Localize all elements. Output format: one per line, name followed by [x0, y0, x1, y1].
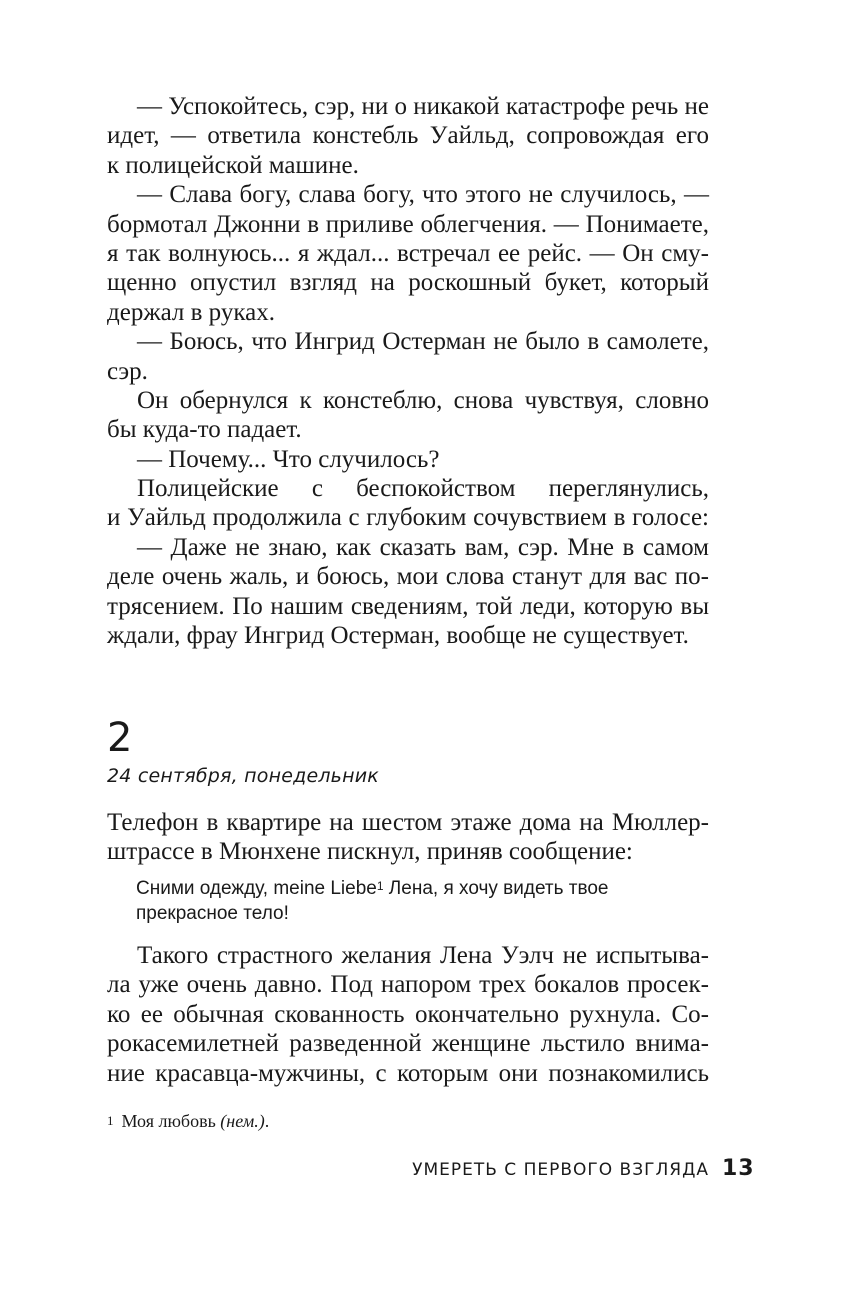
text-line: бы куда-то падает. [107, 416, 302, 444]
text-line: Такого страстного желания Лена Уэлч не испытыва- [137, 942, 709, 969]
chapter-date: 24 сентября, понедельник [107, 765, 379, 787]
text-line: — Боюсь, что Ингрид Остерман не было в самолете, [137, 328, 709, 356]
text-line: ние красавца-мужчины, с которым они познакомились [107, 1059, 709, 1087]
footnote-number: 1 [107, 1113, 114, 1128]
text-line: к полицейской машине. [107, 151, 359, 179]
text-message-part-2: Лена, я хочу видеть твое [383, 878, 609, 899]
text-line: идет, — ответила констебль Уайльд, сопровождая его [107, 122, 709, 150]
text-line: ждали, фрау Ингрид Остерман, вообще не существует. [107, 622, 689, 650]
chapter-number: 2 [107, 715, 133, 761]
text-message-line-2: прекрасное тело! [136, 903, 289, 924]
body-text-section-2 [107, 808, 709, 867]
running-title: УМЕРЕТЬ С ПЕРВОГО ВЗГЛЯДА [412, 1160, 709, 1180]
footnote [107, 1110, 269, 1132]
text-message-line-1 [136, 876, 676, 901]
text-line: держал в руках. [107, 298, 275, 326]
text-line: бормотал Джонни в приливе облегчения. — Понимаете, [107, 210, 709, 238]
text-line: — Успокойтесь, сэр, ни о никакой катастрофе речь не [137, 93, 709, 120]
text-line: Телефон в квартире на шестом этаже дома на Мюллер- [107, 809, 709, 836]
text-line: я так волнуюсь... я ждал... встречал ее рейс. — Он сму- [107, 239, 709, 267]
text-line: и Уайльд продолжила с глубоким сочувствием в голосе: [107, 504, 709, 532]
text-line: Он обернулся к констеблю, снова чувствуя, словно [137, 386, 709, 414]
text-line: рокасемилетней разведенной женщине льстило внима- [107, 1030, 709, 1058]
text-line: Полицейские с беспокойством переглянулись, [137, 475, 709, 503]
text-line: трясением. По нашим сведениям, той леди, которую вы [107, 592, 709, 620]
text-line: штрассе в Мюнхене пискнул, приняв сообщение: [107, 838, 633, 866]
text-line: сэр. [107, 357, 148, 385]
text-line: ла уже очень давно. Под напором трех бокалов просек- [107, 971, 709, 999]
footnote-reference: 1 [376, 879, 384, 893]
text-message [136, 876, 676, 926]
text-line: — Даже не знаю, как сказать вам, сэр. Мне в самом [137, 533, 709, 561]
text-line: ко ее обычная скованность окончательно рухнула. Со- [107, 1000, 709, 1028]
footnote-end: . [264, 1111, 270, 1131]
body-text-section-1 [107, 92, 709, 650]
page-number: 13 [722, 1156, 755, 1181]
text-line: — Слава богу, слава богу, что этого не случилось, — [137, 181, 709, 209]
footnote-language: (нем.) [220, 1111, 265, 1131]
footnote-text: Моя любовь [121, 1111, 221, 1131]
text-message-part-1: Сними одежду, meine Liebe [136, 878, 377, 899]
text-line: деле очень жаль, и боюсь, мои слова станут для вас по- [107, 563, 709, 591]
text-line: — Почему... Что случилось? [137, 445, 440, 473]
text-line: щенно опустил взгляд на роскошный букет, который [107, 269, 709, 297]
body-text-section-3 [107, 941, 709, 1088]
